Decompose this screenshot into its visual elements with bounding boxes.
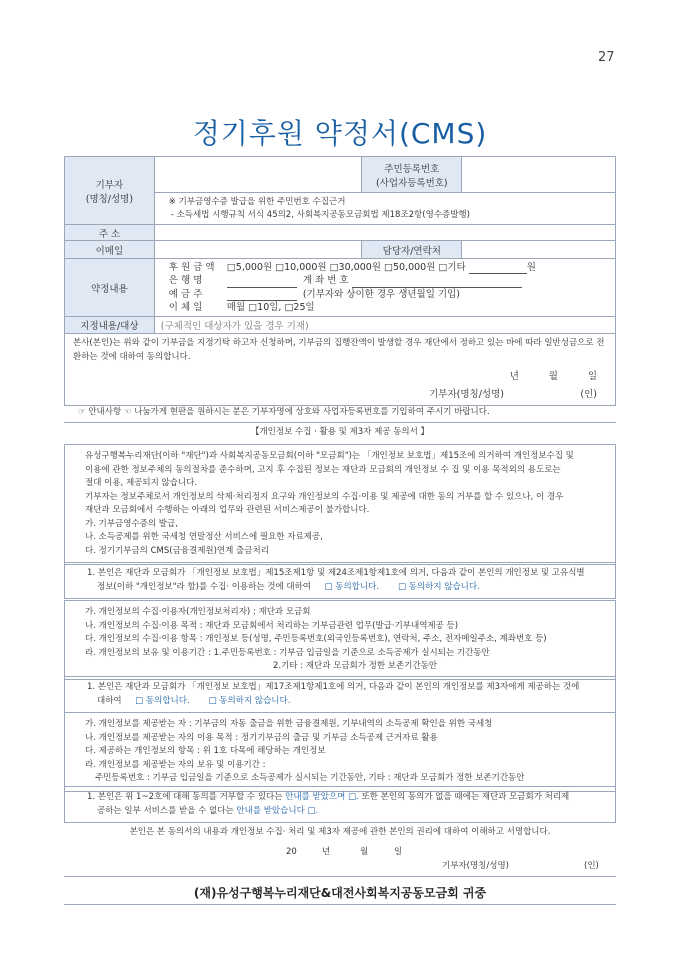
sign-seal-field[interactable]: (인) (584, 861, 599, 871)
recipient-footer: (재)유성구행복누리재단&대전사회복지공동모금회 귀중 (193, 886, 487, 900)
signer-label: 기부자(명칭/성명) (429, 388, 504, 400)
address-field[interactable] (154, 225, 615, 241)
third-party-details: 가. 개인정보를 제공받는 자 : 기부금의 자동 출금을 위한 금융결제원, 기부내역의 소득공제 확인을 위한 국세청 나. 개인정보를 제공받는 자의 이용 목적 : 정기기부금의 출금 및 기부금 소득공제 근거자료 활용 다. 제공하는 개인정보의 항목 : 위 1호 다목에 해당하는 개인정보 라. 개인정보를 제공받는 자의 보유 및 이용기간 : 주민등록번호 : 기부금 입금일을 기준으로 소득공제가 실시되는 기간동안, 기타 : 재단과 모금회가 정한 보존기간동안 (64, 712, 616, 792)
pledge-details: 후 원 금 액 □5,000원 □10,000원 □30,000원 □50,000원 □기타 원 은 행 명 계 좌 번 호 예 금 주 (기부자와 상이한 경우 생년월일 기입) 이 체 일 매월 □10일, □25일 (154, 259, 615, 317)
donor-label: 기부자 (명칭/성명) (65, 157, 155, 225)
agree-collection-checkbox[interactable]: □ 동의합니다. (324, 581, 380, 592)
disagree-collection-checkbox[interactable]: □ 동의하지 않습니다. (397, 581, 480, 592)
agree-third-party-checkbox[interactable]: □ 동의합니다. (135, 695, 190, 706)
transfer-options[interactable]: 매월 □10일, □25일 (226, 302, 315, 313)
sign-signer-label: 기부자(명칭/성명) (442, 861, 509, 871)
refusal-notice: 1. 본인은 위 1~2호에 대해 동의를 거부할 수 있다는 안내를 받았으며 □. 또한 본인의 동의가 없을 때에는 재단과 모금회가 처리제 공하는 일부 서비스를 받을 수 없다는 안내를 받았습니다 □. (64, 786, 616, 823)
pledge-form (64, 156, 616, 406)
page-number: 27 (598, 50, 615, 65)
consent-third-party: 1. 본인은 재단과 모금회가 「개인정보 보호법」제17조제1항제1호에 의거, 다음과 같이 본인의 개인정보를 제3자에게 제공하는 것에 대하여 □ 동의합니다. □ 동의하지 않습니다. (64, 676, 616, 713)
id-number-label: 주민등록번호 (사업자등록번호) (362, 157, 462, 193)
collection-details: 가. 개인정보의 수집·이용자(개인정보처리자) : 재단과 모금회 나. 개인정보의 수집·이용 목적 : 재단과 모금회에서 처리하는 기부금관련 업무(발급·기부내역제공 등) 다. 개인정보의 수집·이용 항목 : 개인정보 등(성명, 주민등록번호(외국인등록번호), 연락처, 주소, 전자메일주소, 계좌번호 등) 라. 개인정보의 보유 및 이용기간 : 1.주민등록번호 : 기부금 입금일을 기준으로 소득공제가 실시되는 기간동안 2.기타 : 재단과 모금회가 정한 보존기간동안 (64, 600, 616, 680)
designation-field[interactable]: (구체적인 대상자가 있을 경우 기재) (154, 317, 615, 334)
email-label: 이메일 (65, 241, 155, 259)
consent-block: 본사(본인)는 위와 같이 기부금을 지정기탁 하고자 신청하며, 기부금의 집행잔액이 발생할 경우 재단에서 정하고 있는 바에 따라 일반성금으로 전환하는 것에 대하여 동의합니다. 년 월 일 기부자(명칭/성명) (인) (65, 334, 616, 406)
disagree-third-party-checkbox[interactable]: □ 동의하지 않습니다. (208, 695, 291, 706)
donor-field[interactable] (154, 157, 362, 193)
refusal-ack-checkbox[interactable]: 안내를 받았으며 □. (285, 792, 359, 802)
service-ack-checkbox[interactable]: 안내를 받았습니다 □. (236, 805, 319, 816)
id-number-field[interactable] (462, 157, 616, 193)
consent-collection: 1. 본인은 재단과 모금회가 「개인정보 보호법」제15조제1항 및 제24조제1항제1호에 의거, 다음과 같이 본인의 개인정보 및 고유식별 정보(이하 "개인정보"라 함)를 수집· 이용하는 것에 대하여 □ 동의합니다. □ 동의하지 않습니다. (64, 562, 616, 599)
contact-field[interactable] (462, 241, 616, 259)
address-label: 주 소 (65, 225, 155, 241)
designation-label: 지정내용/대상 (65, 317, 155, 334)
privacy-title: 【개인정보 수집 · 활용 및 제3자 제공 동의서 】 (250, 427, 430, 437)
seal-field[interactable]: (인) (580, 388, 597, 400)
confirm-statement: 본인은 본 동의서의 내용과 개인정보 수집· 처리 및 제3자 제공에 관한 본인의 권리에 대하여 이해하고 서명합니다. (129, 827, 551, 837)
pledge-label: 약정내용 (65, 259, 155, 317)
page-title: 정기후원 약정서(CMS) (192, 117, 488, 150)
email-field[interactable] (154, 241, 362, 259)
id-collection-note: ※ 기부금영수증 발급을 위한 주민번호 수집근거 - 소득세법 시행규칙 서식 45의2, 사회복지공동모금회법 제18조2항(영수증발행) (154, 193, 615, 225)
notice: ☞ 안내사항 ☜ 나눔가게 현판을 원하시는 분은 기부자명에 상호와 사업자등록번호를 기입하여 주시기 바랍니다. (78, 407, 490, 417)
amount-options[interactable]: □5,000원 □10,000원 □30,000원 □50,000원 □기타 (226, 261, 466, 273)
privacy-intro: 유성구행복누리재단(이하 "재단")과 사회복지공동모금회(이하 "모금회")는 「개인정보 보호법」제15조에 의거하여 개인정보수집 및 이용에 관한 정보주체의 동의절차를 준수하며, 고지 후 수집된 정보는 재단과 모금회의 개인정보 수 집 및 이용 목적외의 용도로는 절대 이용, 제공되지 않습니다. 기부자는 정보주체로서 개인정보의 삭제·처리정지 요구와 개인정보의 수집·이용 및 제공에 대한 동의 거부를 할 수 있으나, 이 경우 재단과 모금회에서 수행하는 아래의 업무와 관련된 서비스제공이 불가합니다. 가. 기부금영수증의 발급, 나. 소득공제를 위한 국세청 연말정산 서비스에 필요한 자료제공, 다. 정기기부금의 CMS(금융결제원)연계 출금처리 (64, 444, 616, 565)
contact-label: 담당자/연락처 (362, 241, 462, 259)
